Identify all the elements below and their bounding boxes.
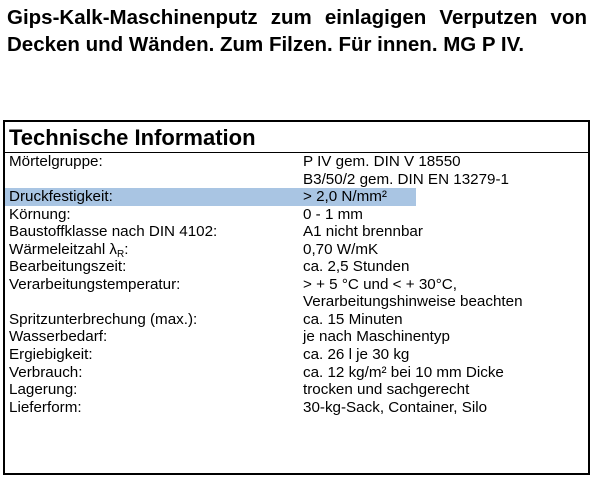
spec-value-line: 0,70 W/mK [303, 240, 379, 258]
spec-row [5, 206, 588, 224]
spec-label-subscript: R [117, 248, 125, 260]
spec-label [9, 223, 217, 241]
spec-row [5, 399, 588, 417]
spec-label-text: Mörtelgruppe: [9, 153, 103, 170]
spec-label-text: Baustoffklasse nach DIN 4102: [9, 223, 218, 241]
spec-value [303, 188, 588, 206]
spec-value [303, 206, 588, 224]
technical-information-table [3, 120, 590, 475]
spec-value [303, 381, 588, 399]
spec-label [9, 188, 113, 206]
spec-rows [5, 152, 588, 416]
spec-row [5, 311, 588, 329]
spec-value-line: A1 nicht brennbar [303, 223, 423, 241]
spec-row [5, 258, 588, 276]
spec-label-text: Lieferform: [9, 398, 82, 416]
spec-label-text: Spritzunterbrechung (max.): [9, 310, 198, 328]
product-description: Gips-Kalk-Maschinenputz zum einlagigen Verputzen von Decken und Wänden. Zum Filzen. Für innen. MG P IV. [7, 6, 587, 56]
spec-value-line: Verarbeitungshinweise beachten [303, 293, 523, 311]
spec-value [303, 346, 588, 364]
spec-row [5, 276, 588, 311]
spec-value-line: 0 - 1 mm [303, 205, 363, 223]
spec-value-line: trocken und sachgerecht [303, 381, 470, 399]
spec-value [303, 364, 588, 382]
spec-label [9, 153, 103, 171]
spec-value [303, 328, 588, 346]
spec-row [5, 188, 588, 206]
spec-row [5, 381, 588, 399]
spec-label-text: Körnung: [9, 205, 71, 223]
spec-row [5, 241, 588, 259]
spec-value [303, 223, 588, 241]
spec-row [5, 328, 588, 346]
spec-value [303, 311, 588, 329]
spec-value [303, 258, 588, 276]
spec-label-text: Lagerung: [9, 381, 78, 399]
spec-label [9, 276, 180, 294]
spec-label [9, 364, 82, 382]
spec-label-suffix: : [124, 240, 129, 258]
spec-label-text: Verbrauch: [9, 363, 83, 381]
spec-label [9, 399, 82, 417]
spec-value [303, 153, 588, 188]
spec-value-line: > + 5 °C und < + 30°C, [303, 275, 457, 293]
spec-label [9, 311, 197, 329]
spec-label-text: Druckfestigkeit: [9, 188, 113, 206]
spec-label-text: Wärmeleitzahl λ [9, 240, 118, 258]
spec-label-text: Verarbeitungstemperatur: [9, 275, 181, 293]
spec-label-text: Ergiebigkeit: [9, 346, 93, 364]
spec-value [303, 276, 588, 311]
spec-value-line: > 2,0 N/mm² [303, 188, 387, 206]
spec-label-text: Bearbeitungszeit: [9, 258, 127, 276]
spec-value-line: ca. 26 l je 30 kg [303, 346, 410, 364]
spec-label-text: Wasserbedarf: [9, 328, 108, 346]
spec-row [5, 346, 588, 364]
spec-label [9, 206, 71, 224]
spec-label [9, 381, 77, 399]
spec-label [9, 328, 107, 346]
section-title: Technische Information [9, 125, 256, 150]
spec-value [303, 241, 588, 259]
spec-value-line: ca. 15 Minuten [303, 310, 403, 328]
spec-value-line: B3/50/2 gem. DIN EN 13279-1 [303, 170, 509, 188]
spec-value-line: je nach Maschinentyp [303, 328, 450, 346]
spec-value-line: ca. 2,5 Stunden [303, 258, 410, 276]
spec-value-line: ca. 12 kg/m² bei 10 mm Dicke [303, 363, 504, 381]
spec-value [303, 399, 588, 417]
spec-value-line: P IV gem. DIN V 18550 [303, 153, 461, 170]
spec-row [5, 364, 588, 382]
spec-row [5, 153, 588, 188]
spec-label [9, 258, 126, 276]
spec-row [5, 223, 588, 241]
spec-value-line: 30-kg-Sack, Container, Silo [303, 398, 488, 416]
spec-label [9, 346, 93, 364]
